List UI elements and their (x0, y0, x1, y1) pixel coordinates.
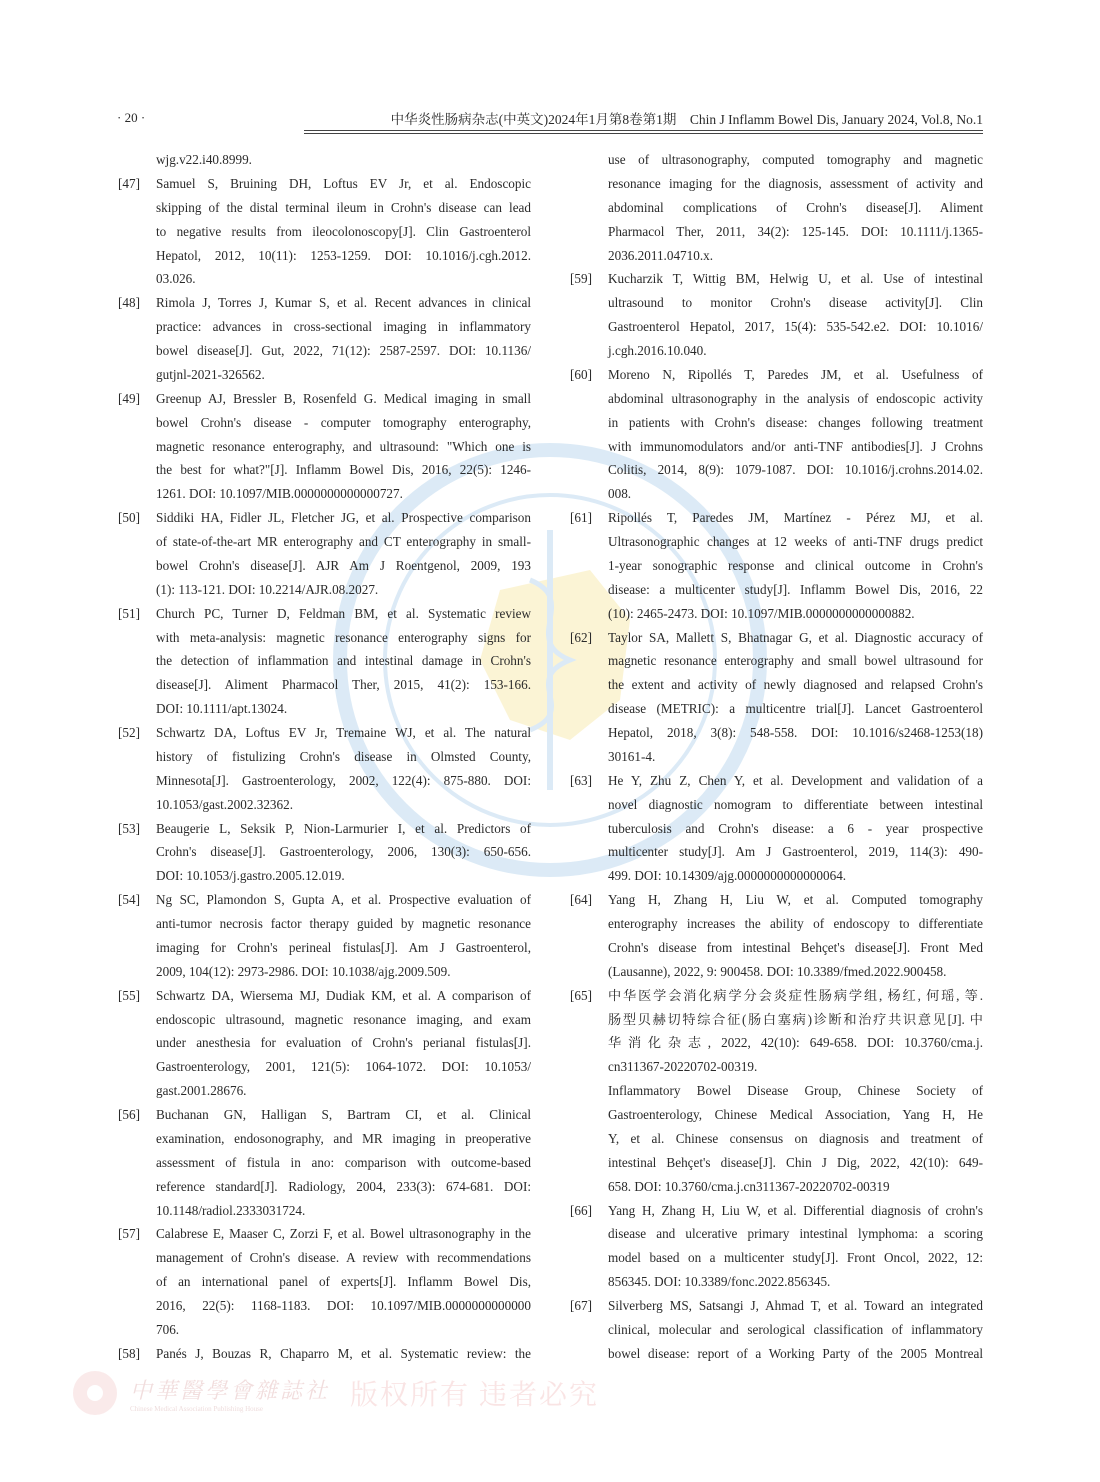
reference-text-line: bowel Crohn's disease[J]. AJR Am J Roentgenol, 2009, 193 (156, 557, 531, 573)
reference-text-line: Crohn's disease[J]. Gastroenterology, 2006, 130(3): 650-656. (156, 844, 531, 860)
reference-text-line: disease (METRIC): a multicentre trial[J]. Lancet Gastroenterol (608, 701, 983, 717)
reference-text-line: cn311367-20220702-00319. (608, 1059, 758, 1075)
reference-text-line: 856345. DOI: 10.3389/fonc.2022.856345. (608, 1274, 831, 1290)
reference-item (118, 1103, 531, 1222)
reference-text-line: Yang H, Zhang H, Liu W, et al. Differential diagnosis of crohn's (608, 1202, 983, 1218)
reference-text-line: j.cgh.2016.10.040. (608, 343, 707, 358)
reference-text-line: Kucharzik T, Wittig BM, Helwig U, et al. Use of intestinal (608, 271, 983, 287)
publisher-logo-icon (70, 1368, 120, 1418)
reference-text-line: 706. (156, 1321, 180, 1337)
reference-item (570, 888, 983, 984)
reference-text-line: in patients with Crohn's disease: changes following treatment (608, 414, 983, 430)
reference-text-line: 008. (608, 486, 632, 502)
reference-item (118, 172, 531, 291)
reference-text-line: reference standard[J]. Radiology, 2004, 233(3): 674-681. DOI: (156, 1178, 531, 1194)
reference-text-line: management of Crohn's disease. A review with recommendations (156, 1250, 531, 1266)
reference-text-line: 2036.2011.04710.x. (608, 247, 714, 263)
reference-item (118, 888, 531, 984)
reference-text-line: tuberculosis and Crohn's disease: a 6 - year prospective (608, 820, 983, 836)
reference-text-line: 658. DOI: 10.3760/cma.j.cn311367-20220702-00319 (608, 1178, 890, 1194)
reference-item (570, 363, 983, 506)
reference-text-line: magnetic resonance enterography and small bowel ultrasound for (608, 653, 983, 669)
reference-text-line: Rimola J, Torres J, Kumar S, et al. Recent advances in clinical (156, 295, 531, 311)
reference-number: [60] (570, 366, 592, 382)
reference-number: [50] (118, 510, 140, 526)
reference-item (570, 267, 983, 363)
reference-text-line: bowel disease: report of a Working Party of the 2005 Montreal (608, 1345, 983, 1361)
reference-text-line: model based on a multicenter study[J]. Front Oncol, 2022, 12: (608, 1250, 983, 1266)
reference-number: [49] (118, 390, 140, 406)
reference-text-line: 肠型贝赫切特综合征(肠白塞病)诊断和治疗共识意见[J]. 中 (608, 1011, 983, 1027)
reference-text-line: the detection of inflammation and intestinal damage in Crohn's (156, 653, 531, 669)
reference-number: [54] (118, 892, 140, 908)
reference-text-line: Silverberg MS, Satsangi J, Ahmad T, et al. Toward an integrated (608, 1298, 983, 1313)
reference-number: [63] (570, 772, 592, 788)
reference-item (570, 1199, 983, 1295)
reference-text-line: 10.1148/radiol.2333031724. (156, 1202, 306, 1218)
reference-text-line: (1): 113-121. DOI: 10.2214/AJR.08.2027. (156, 581, 379, 597)
reference-text-line: 1261. DOI: 10.1097/MIB.0000000000000727. (156, 486, 403, 502)
reference-text-line: resonance imaging for the diagnosis, assessment of activity and (608, 175, 983, 191)
reference-number: [56] (118, 1107, 140, 1122)
reference-text-line: (Lausanne), 2022, 9: 900458. DOI: 10.3389/fmed.2022.900458. (608, 963, 947, 979)
reference-text-line: Calabrese E, Maaser C, Zorzi F, et al. Bowel ultrasonography in the (156, 1226, 531, 1242)
reference-text-line: Taylor SA, Mallett S, Bhatnagar G, et al. Diagnostic accuracy of (608, 629, 983, 645)
publisher-watermark (70, 1368, 599, 1418)
reference-text-line: of state-of-the-art MR enterography and CT enterography in small- (156, 534, 531, 549)
reference-text-line: Ripollés T, Paredes JM, Martínez - Pérez MJ, et al. (608, 510, 983, 526)
reference-text-line: Gastroenterol Hepatol, 2017, 15(4): 535-542.e2. DOI: 10.1016/ (608, 319, 983, 335)
reference-text-line: assessment of fistula in ano: comparison with outcome-based (156, 1154, 531, 1170)
reference-text-line: Inflammatory Bowel Disease Group, Chinese Society of (608, 1083, 983, 1099)
reference-text-line: Gastroenterology, 2001, 121(5): 1064-1072. DOI: 10.1053/ (156, 1059, 531, 1075)
reference-number: [59] (570, 271, 592, 287)
reference-number: [52] (118, 725, 140, 740)
reference-text-line: 03.026. (156, 271, 196, 287)
copyright-notice: 版权所有 违者必究 (350, 1380, 600, 1411)
reference-column-right (570, 148, 983, 1366)
reference-number: [65] (570, 987, 592, 1003)
reference-text-line: imaging for Crohn's perineal fistulas[J]. Am J Gastroenterol, (156, 939, 531, 955)
reference-text-line: anti-tumor necrosis factor therapy guided by magnetic resonance (156, 916, 531, 931)
reference-item (118, 984, 531, 1103)
reference-text-line: Moreno N, Ripollés T, Paredes JM, et al. Usefulness of (608, 366, 983, 382)
reference-text-line: abdominal ultrasonography in the analysis of endoscopic activity (608, 390, 983, 406)
reference-text-line: Schwartz DA, Wiersema MJ, Dudiak KM, et al. A comparison of (156, 987, 531, 1003)
reference-text-line: DOI: 10.1111/apt.13024. (156, 701, 288, 717)
reference-text-line: Crohn's disease from intestinal Behçet's disease[J]. Front Med (608, 939, 983, 955)
reference-item (570, 148, 983, 267)
publisher-name-en: Chinese Medical Association Publishing House (130, 1404, 263, 1413)
reference-number: [62] (570, 629, 592, 645)
reference-number: [66] (570, 1202, 592, 1218)
reference-text-line: with immunomodulators and/or anti-TNF antibodies[J]. J Crohns (608, 438, 983, 454)
reference-text-line: to negative results from ileocolonoscopy[J]. Clin Gastroenterol (156, 223, 531, 239)
running-header: 中华炎性肠病杂志(中英文)2024年1月第8卷第1期 Chin J Inflamm Bowel Dis, January 2024, Vol.8, No.1 (304, 108, 983, 131)
reference-text-line: ultrasound to monitor Crohn's disease activity[J]. Clin (608, 295, 983, 311)
reference-text-line: under anesthesia for evaluation of Crohn's perianal fistulas[J]. (156, 1035, 531, 1051)
reference-text-line: clinical, molecular and serological classification of inflammatory (608, 1321, 983, 1337)
reference-text-line: Hepatol, 2018, 3(8): 548-558. DOI: 10.1016/s2468-1253(18) (608, 725, 983, 740)
reference-text-line: the best for what?"[J]. Inflamm Bowel Dis, 2016, 22(5): 1246- (156, 462, 531, 478)
reference-text-line: Yang H, Zhang H, Liu W, et al. Computed tomography (608, 892, 983, 908)
reference-text-line: disease and ulcerative primary intestinal lymphoma: a scoring (608, 1226, 983, 1242)
reference-item (118, 1222, 531, 1341)
reference-number: [61] (570, 510, 592, 526)
reference-number: [47] (118, 175, 140, 191)
reference-item (118, 817, 531, 889)
reference-text-line: 中华医学会消化病学分会炎症性肠病学组, 杨红, 何瑶, 等. (608, 987, 983, 1003)
reference-text-line: practice: advances in cross-sectional imaging in inflammatory (156, 319, 531, 335)
reference-text-line: 华消化杂志, 2022, 42(10): 649-658. DOI: 10.3760/cma.j. (608, 1035, 983, 1051)
reference-text-line: gast.2001.28676. (156, 1083, 247, 1099)
reference-text-line: endoscopic ultrasound, magnetic resonance imaging, and exam (156, 1011, 531, 1027)
reference-text-line: Gastroenterology, Chinese Medical Association, Yang H, He (608, 1107, 983, 1122)
reference-text-line: Panés J, Bouzas R, Chaparro M, et al. Systematic review: the (156, 1345, 531, 1361)
reference-text-line: examination, endosonography, and MR imaging in preoperative (156, 1130, 531, 1146)
reference-text-line: He Y, Zhu Z, Chen Y, et al. Development and validation of a (608, 772, 983, 788)
reference-text-line: Siddiki HA, Fidler JL, Fletcher JG, et al. Prospective comparison (156, 510, 531, 526)
reference-text-line: magnetic resonance enterography, and ultrasound: "Which one is (156, 438, 531, 454)
reference-item (570, 626, 983, 769)
reference-item (118, 291, 531, 387)
reference-text-line: with meta-analysis: magnetic resonance enterography signs for (156, 629, 531, 645)
reference-item (118, 1342, 531, 1366)
reference-number: [64] (570, 892, 592, 908)
reference-item (118, 387, 531, 506)
reference-text-line: multicenter study[J]. Am J Gastroenterol, 2019, 114(3): 490- (608, 844, 983, 860)
reference-text-line: of an international panel of experts[J]. Inflamm Bowel Dis, (156, 1274, 531, 1290)
reference-text-line: Beaugerie L, Seksik P, Nion-Larmurier I, et al. Predictors of (156, 820, 531, 836)
reference-number: [48] (118, 295, 140, 311)
reference-item (118, 721, 531, 817)
reference-number: [55] (118, 987, 140, 1003)
reference-text-line: bowel disease[J]. Gut, 2022, 71(12): 2587-2597. DOI: 10.1136/ (156, 343, 531, 358)
reference-number: [57] (118, 1226, 140, 1242)
reference-text-line: 1-year sonographic response and clinical outcome in Crohn's (608, 557, 983, 573)
reference-text-line: history of fistulizing Crohn's disease in Olmsted County, (156, 748, 531, 764)
reference-text-line: wjg.v22.i40.8999. (156, 152, 252, 167)
reference-text-line: skipping of the distal terminal ileum in Crohn's disease can lead (156, 199, 531, 215)
reference-text-line: use of ultrasonography, computed tomography and magnetic (608, 152, 983, 167)
reference-text-line: 2009, 104(12): 2973-2986. DOI: 10.1038/ajg.2009.509. (156, 963, 451, 979)
reference-text-line: novel diagnostic nomogram to differentiate between intestinal (608, 796, 983, 812)
reference-text-line: 30161-4. (608, 748, 656, 764)
reference-text-line: abdominal complications of Crohn's disease[J]. Aliment (608, 199, 983, 215)
reference-item (570, 506, 983, 625)
reference-text-line: Greenup AJ, Bressler B, Rosenfeld G. Medical imaging in small (156, 390, 531, 406)
reference-text-line: intestinal Behçet's disease[J]. Chin J Dig, 2022, 42(10): 649- (608, 1154, 983, 1170)
reference-text-line: Hepatol, 2012, 10(11): 1253-1259. DOI: 10.1016/j.cgh.2012. (156, 247, 531, 263)
reference-text-line: disease: a multicenter study[J]. Inflamm Bowel Dis, 2016, 22 (608, 581, 983, 597)
reference-item (118, 506, 531, 602)
reference-item (570, 769, 983, 888)
reference-item (570, 984, 983, 1199)
reference-number: [58] (118, 1345, 140, 1361)
reference-text-line: Minnesota[J]. Gastroenterology, 2002, 122(4): 875-880. DOI: (156, 772, 531, 788)
reference-item (118, 148, 531, 172)
reference-text-line: Ultrasonographic changes at 12 weeks of anti-TNF drugs predict (608, 534, 983, 549)
reference-text-line: Samuel S, Bruining DH, Loftus EV Jr, et al. Endoscopic (156, 175, 531, 191)
reference-item (570, 1294, 983, 1366)
reference-text-line: gutjnl-2021-326562. (156, 366, 265, 382)
reference-text-line: the extent and activity of newly diagnosed and relapsed Crohn's (608, 677, 983, 693)
reference-number: [51] (118, 605, 140, 621)
reference-text-line: Church PC, Turner D, Feldman BM, et al. Systematic review (156, 605, 531, 621)
publisher-name-cn: 中華醫學會雜誌社 (130, 1377, 331, 1403)
page-number: · 20 · (117, 110, 146, 125)
reference-number: [53] (118, 820, 140, 836)
reference-text-line: (10): 2465-2473. DOI: 10.1097/MIB.0000000000000882. (608, 605, 915, 621)
reference-text-line: Pharmacol Ther, 2011, 34(2): 125-145. DOI: 10.1111/j.1365- (608, 223, 983, 239)
reference-text-line: 10.1053/gast.2002.32362. (156, 796, 294, 812)
reference-text-line: 499. DOI: 10.14309/ajg.0000000000000064. (608, 868, 847, 884)
reference-number: [67] (570, 1298, 592, 1313)
reference-text-line: Ng SC, Plamondon S, Gupta A, et al. Prospective evaluation of (156, 892, 531, 908)
reference-text-line: bowel Crohn's disease - computer tomography enterography, (156, 414, 531, 430)
reference-text-line: disease[J]. Aliment Pharmacol Ther, 2015, 41(2): 153-166. (156, 677, 531, 693)
reference-text-line: DOI: 10.1053/j.gastro.2005.12.019. (156, 868, 345, 884)
reference-text-line: Schwartz DA, Loftus EV Jr, Tremaine WJ, et al. The natural (156, 725, 531, 740)
reference-item (118, 602, 531, 721)
reference-text-line: 2016, 22(5): 1168-1183. DOI: 10.1097/MIB.0000000000000 (156, 1298, 531, 1313)
reference-text-line: Colitis, 2014, 8(9): 1079-1087. DOI: 10.1016/j.crohns.2014.02. (608, 462, 983, 478)
reference-text-line: Y, et al. Chinese consensus on diagnosis and treatment of (608, 1130, 983, 1146)
reference-column-left (118, 148, 531, 1366)
reference-text-line: enterography increases the ability of endoscopy to differentiate (608, 916, 983, 931)
reference-text-line: Buchanan GN, Halligan S, Bartram CI, et al. Clinical (156, 1107, 531, 1122)
